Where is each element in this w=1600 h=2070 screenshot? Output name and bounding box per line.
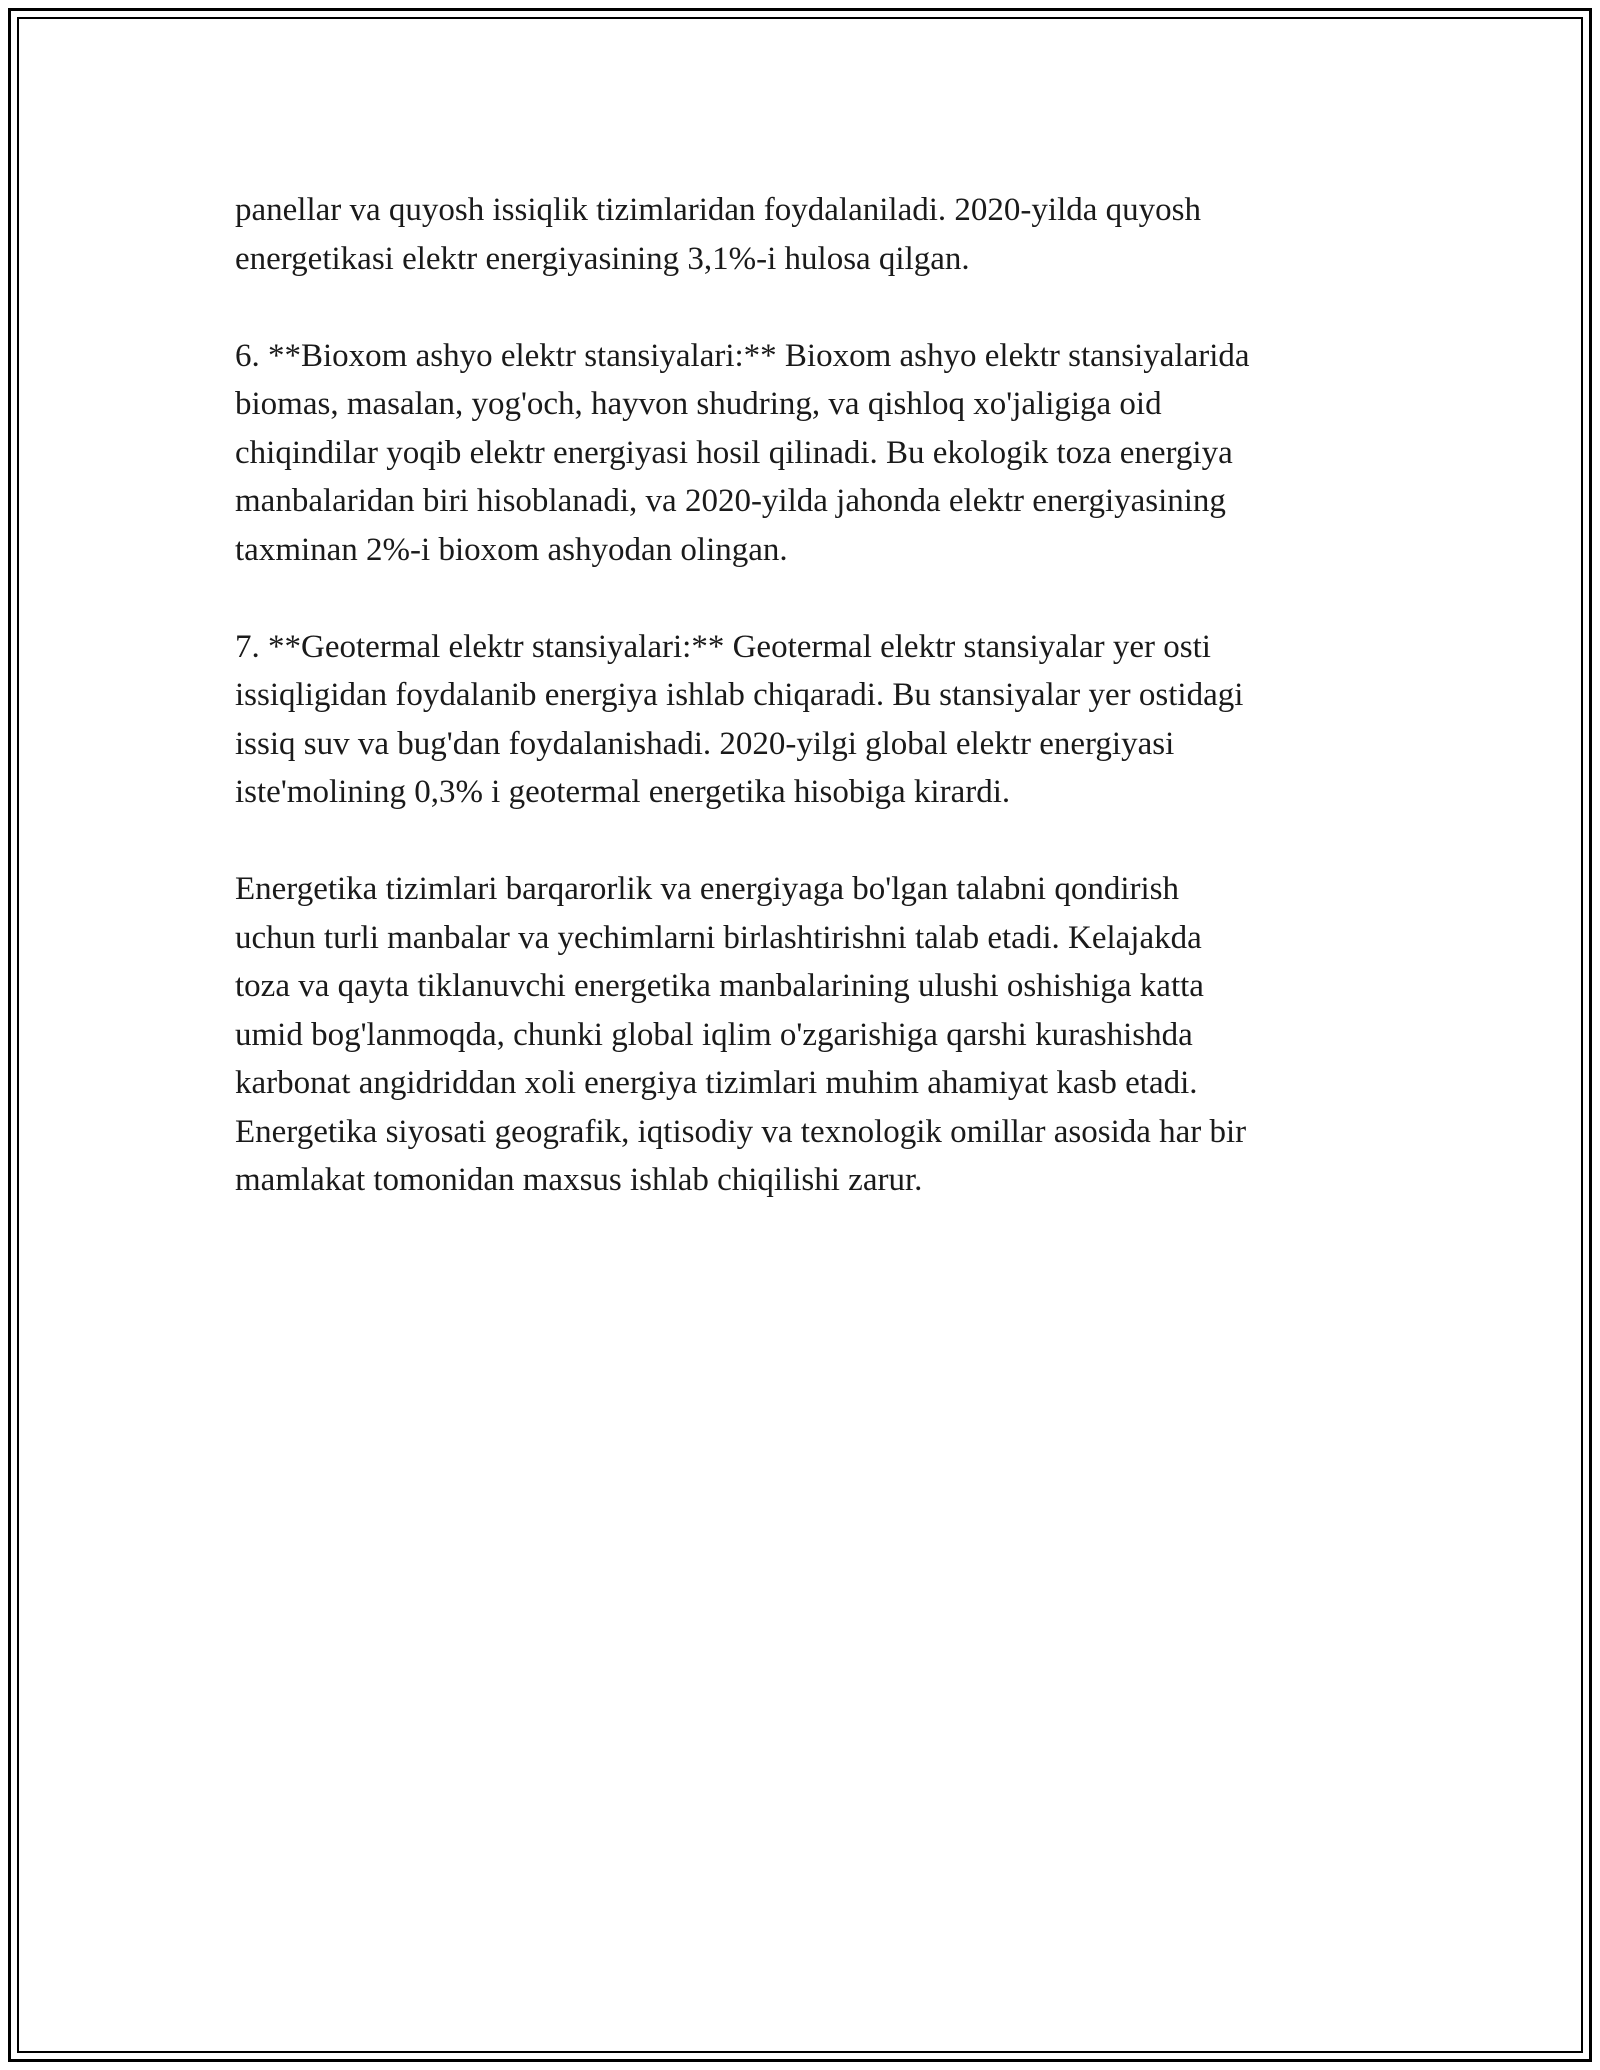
text-line: Energetika tizimlari barqarorlik va energiyaga bo'lgan talabni qondirish [235, 871, 1179, 907]
paragraph-solar-end [235, 186, 1395, 283]
text-line: iste'molining 0,3% i geotermal energetika hisobiga kirardi. [235, 774, 1011, 810]
text-line: taxminan 2%-i bioxom ashyodan olingan. [235, 531, 788, 568]
text-line: 7. **Geotermal elektr stansiyalari:** Geotermal elektr stansiyalar yer osti [235, 628, 1211, 665]
text-line: issiqligidan foydalanib energiya ishlab chiqaradi. Bu stansiyalar yer ostidagi [235, 677, 1244, 713]
text-line: karbonat angidriddan xoli energiya tizimlari muhim ahamiyat kasb etadi. [235, 1065, 1198, 1101]
text-line: issiq suv va bug'dan foydalanishadi. 2020-yilgi global elektr energiyasi [235, 725, 1175, 762]
paragraph-conclusion [235, 865, 1395, 1205]
text-line: manbalaridan biri hisoblanadi, va 2020-yilda jahonda elektr energiyasining [235, 483, 1226, 519]
text-line: Energetika siyosati geografik, iqtisodiy va texnologik omillar asosida har bir [235, 1113, 1247, 1150]
text-line: mamlakat tomonidan maxsus ishlab chiqilishi zarur. [235, 1162, 923, 1198]
text-line: 6. **Bioxom ashyo elektr stansiyalari:** Bioxom ashyo elektr stansiyalarida [235, 337, 1250, 374]
text-line: biomas, masalan, yog'och, hayvon shudring, va qishloq xo'jaligiga oid [235, 386, 1162, 422]
text-line: panellar va quyosh issiqlik tizimlaridan foydalaniladi. 2020-yilda quyosh [235, 192, 1201, 228]
text-line: umid bog'lanmoqda, chunki global iqlim o'zgarishiga qarshi kurashishda [235, 1016, 1193, 1053]
text-line: toza va qayta tiklanuvchi energetika manbalarining ulushi oshishiga katta [235, 968, 1204, 1004]
paragraph-geothermal [235, 623, 1395, 817]
document-body [235, 186, 1395, 1253]
text-line: chiqindilar yoqib elektr energiyasi hosil qilinadi. Bu ekologik toza energiya [235, 434, 1233, 471]
text-line: uchun turli manbalar va yechimlarni birlashtirishni talab etadi. Kelajakda [235, 919, 1202, 956]
paragraph-biomass [235, 332, 1395, 575]
text-line: energetikasi elektr energiyasining 3,1%-i hulosa qilgan. [235, 240, 970, 277]
